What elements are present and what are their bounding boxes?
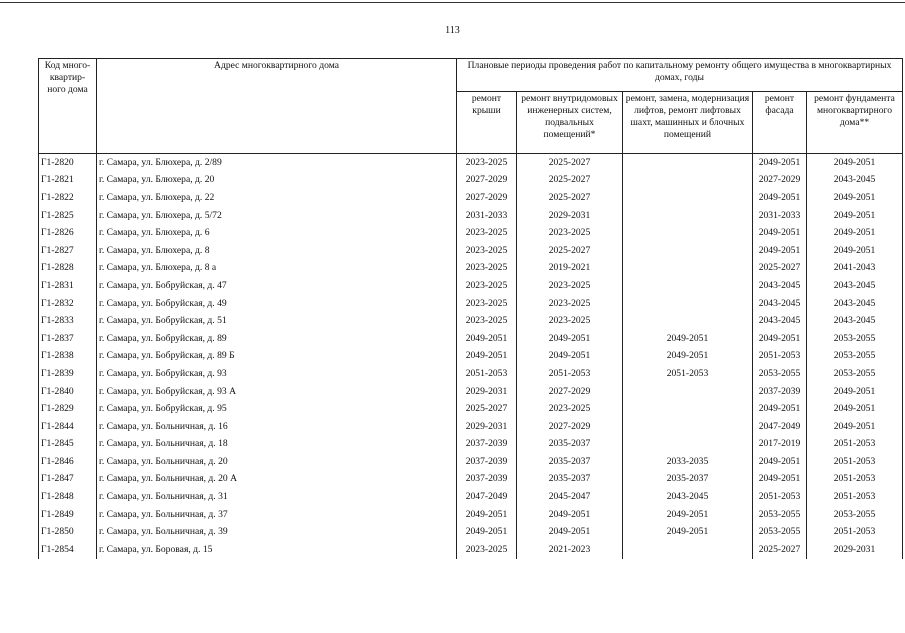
cell-foundation: 2053-2055 bbox=[807, 365, 903, 383]
cell-systems: 2025-2027 bbox=[517, 242, 623, 260]
cell-facade: 2043-2045 bbox=[753, 312, 807, 330]
cell-foundation: 2049-2051 bbox=[807, 207, 903, 225]
cell-code: Г1-2821 bbox=[39, 172, 97, 190]
cell-roof: 2049-2051 bbox=[457, 506, 517, 524]
table-row bbox=[39, 383, 903, 401]
cell-foundation: 2043-2045 bbox=[807, 172, 903, 190]
cell-lifts: 2049-2051 bbox=[623, 348, 753, 366]
cell-facade: 2049-2051 bbox=[753, 189, 807, 207]
cell-code: Г1-2848 bbox=[39, 488, 97, 506]
cell-code: Г1-2847 bbox=[39, 471, 97, 489]
cell-roof: 2025-2027 bbox=[457, 400, 517, 418]
cell-facade: 2053-2055 bbox=[753, 506, 807, 524]
cell-systems: 2051-2053 bbox=[517, 365, 623, 383]
table-row bbox=[39, 295, 903, 313]
cell-foundation: 2049-2051 bbox=[807, 242, 903, 260]
cell-address: г. Самара, ул. Больничная, д. 18 bbox=[97, 436, 457, 454]
cell-foundation: 2049-2051 bbox=[807, 418, 903, 436]
cell-code: Г1-2840 bbox=[39, 383, 97, 401]
cell-address: г. Самара, ул. Бобруйская, д. 89 bbox=[97, 330, 457, 348]
table-row bbox=[39, 506, 903, 524]
cell-roof: 2027-2029 bbox=[457, 172, 517, 190]
cell-code: Г1-2820 bbox=[39, 154, 97, 172]
table-row bbox=[39, 348, 903, 366]
cell-address: г. Самара, ул. Блюхера, д. 8 bbox=[97, 242, 457, 260]
cell-address: г. Самара, ул. Больничная, д. 16 bbox=[97, 418, 457, 436]
cell-code: Г1-2829 bbox=[39, 400, 97, 418]
table-row bbox=[39, 418, 903, 436]
cell-foundation: 2053-2055 bbox=[807, 330, 903, 348]
cell-lifts bbox=[623, 541, 753, 559]
cell-facade: 2053-2055 bbox=[753, 523, 807, 541]
table-row bbox=[39, 471, 903, 489]
header-lifts: ремонт, замена, модернизация лифтов, ремонт лифтовых шахт, машинных и блочных помещений bbox=[623, 91, 753, 153]
cell-systems: 2023-2025 bbox=[517, 224, 623, 242]
cell-roof: 2049-2051 bbox=[457, 348, 517, 366]
cell-foundation: 2043-2045 bbox=[807, 295, 903, 313]
header-periods: Плановые периоды проведения работ по капитальному ремонту общего имущества в многоквартирных домах, годы bbox=[457, 59, 903, 92]
cell-address: г. Самара, ул. Бобруйская, д. 51 bbox=[97, 312, 457, 330]
cell-roof: 2029-2031 bbox=[457, 418, 517, 436]
cell-facade: 2049-2051 bbox=[753, 242, 807, 260]
cell-code: Г1-2844 bbox=[39, 418, 97, 436]
cell-lifts bbox=[623, 436, 753, 454]
cell-code: Г1-2831 bbox=[39, 277, 97, 295]
cell-code: Г1-2825 bbox=[39, 207, 97, 225]
table-row bbox=[39, 523, 903, 541]
cell-facade: 2049-2051 bbox=[753, 330, 807, 348]
cell-code: Г1-2846 bbox=[39, 453, 97, 471]
cell-facade: 2043-2045 bbox=[753, 295, 807, 313]
cell-code: Г1-2839 bbox=[39, 365, 97, 383]
cell-code: Г1-2849 bbox=[39, 506, 97, 524]
cell-address: г. Самара, ул. Бобруйская, д. 49 bbox=[97, 295, 457, 313]
header-facade: ремонт фасада bbox=[753, 91, 807, 153]
cell-facade: 2025-2027 bbox=[753, 260, 807, 278]
capital-repair-table bbox=[38, 58, 903, 559]
cell-systems: 2029-2031 bbox=[517, 207, 623, 225]
cell-address: г. Самара, ул. Блюхера, д. 5/72 bbox=[97, 207, 457, 225]
table-row bbox=[39, 189, 903, 207]
cell-roof: 2023-2025 bbox=[457, 295, 517, 313]
cell-lifts: 2049-2051 bbox=[623, 330, 753, 348]
cell-facade: 2049-2051 bbox=[753, 453, 807, 471]
table-row bbox=[39, 436, 903, 454]
cell-facade: 2049-2051 bbox=[753, 154, 807, 172]
cell-address: г. Самара, ул. Больничная, д. 37 bbox=[97, 506, 457, 524]
cell-code: Г1-2822 bbox=[39, 189, 97, 207]
cell-address: г. Самара, ул. Бобруйская, д. 93 А bbox=[97, 383, 457, 401]
cell-lifts bbox=[623, 277, 753, 295]
cell-address: г. Самара, ул. Бобруйская, д. 47 bbox=[97, 277, 457, 295]
cell-systems: 2049-2051 bbox=[517, 330, 623, 348]
cell-code: Г1-2845 bbox=[39, 436, 97, 454]
cell-roof: 2049-2051 bbox=[457, 330, 517, 348]
cell-systems: 2049-2051 bbox=[517, 348, 623, 366]
cell-facade: 2049-2051 bbox=[753, 400, 807, 418]
cell-lifts bbox=[623, 242, 753, 260]
cell-code: Г1-2826 bbox=[39, 224, 97, 242]
cell-lifts: 2033-2035 bbox=[623, 453, 753, 471]
cell-address: г. Самара, ул. Больничная, д. 20 А bbox=[97, 471, 457, 489]
header-systems: ремонт внутридомовых инженерных систем, подвальных помещений* bbox=[517, 91, 623, 153]
cell-code: Г1-2837 bbox=[39, 330, 97, 348]
cell-facade: 2025-2027 bbox=[753, 541, 807, 559]
table-header bbox=[39, 59, 903, 154]
cell-systems: 2035-2037 bbox=[517, 471, 623, 489]
cell-address: г. Самара, ул. Блюхера, д. 22 bbox=[97, 189, 457, 207]
cell-foundation: 2051-2053 bbox=[807, 453, 903, 471]
cell-systems: 2027-2029 bbox=[517, 383, 623, 401]
cell-roof: 2037-2039 bbox=[457, 471, 517, 489]
table-row bbox=[39, 488, 903, 506]
cell-lifts bbox=[623, 189, 753, 207]
cell-address: г. Самара, ул. Бобруйская, д. 89 Б bbox=[97, 348, 457, 366]
cell-facade: 2027-2029 bbox=[753, 172, 807, 190]
cell-lifts bbox=[623, 295, 753, 313]
cell-foundation: 2051-2053 bbox=[807, 436, 903, 454]
cell-systems: 2027-2029 bbox=[517, 418, 623, 436]
cell-lifts bbox=[623, 207, 753, 225]
cell-roof: 2023-2025 bbox=[457, 154, 517, 172]
cell-systems: 2023-2025 bbox=[517, 277, 623, 295]
header-address: Адрес многоквартирного дома bbox=[97, 59, 457, 154]
cell-facade: 2053-2055 bbox=[753, 365, 807, 383]
table-row bbox=[39, 330, 903, 348]
cell-systems: 2049-2051 bbox=[517, 506, 623, 524]
header-roof: ремонт крыши bbox=[457, 91, 517, 153]
table-row bbox=[39, 277, 903, 295]
cell-systems: 2045-2047 bbox=[517, 488, 623, 506]
cell-facade: 2049-2051 bbox=[753, 224, 807, 242]
cell-roof: 2023-2025 bbox=[457, 224, 517, 242]
table-row bbox=[39, 154, 903, 172]
cell-lifts bbox=[623, 383, 753, 401]
cell-foundation: 2051-2053 bbox=[807, 471, 903, 489]
cell-lifts: 2035-2037 bbox=[623, 471, 753, 489]
cell-systems: 2019-2021 bbox=[517, 260, 623, 278]
cell-systems: 2049-2051 bbox=[517, 523, 623, 541]
header-foundation: ремонт фундамента многоквартирного дома** bbox=[807, 91, 903, 153]
cell-lifts: 2043-2045 bbox=[623, 488, 753, 506]
cell-facade: 2047-2049 bbox=[753, 418, 807, 436]
cell-roof: 2051-2053 bbox=[457, 365, 517, 383]
table-row bbox=[39, 207, 903, 225]
cell-systems: 2023-2025 bbox=[517, 400, 623, 418]
cell-roof: 2049-2051 bbox=[457, 523, 517, 541]
cell-systems: 2035-2037 bbox=[517, 453, 623, 471]
cell-code: Г1-2838 bbox=[39, 348, 97, 366]
cell-lifts bbox=[623, 260, 753, 278]
cell-roof: 2023-2025 bbox=[457, 260, 517, 278]
cell-code: Г1-2832 bbox=[39, 295, 97, 313]
cell-foundation: 2049-2051 bbox=[807, 189, 903, 207]
table-row bbox=[39, 172, 903, 190]
cell-address: г. Самара, ул. Больничная, д. 31 bbox=[97, 488, 457, 506]
table-body bbox=[39, 154, 903, 559]
cell-address: г. Самара, ул. Блюхера, д. 6 bbox=[97, 224, 457, 242]
cell-foundation: 2043-2045 bbox=[807, 277, 903, 295]
cell-roof: 2047-2049 bbox=[457, 488, 517, 506]
table-row bbox=[39, 365, 903, 383]
cell-roof: 2027-2029 bbox=[457, 189, 517, 207]
cell-lifts: 2049-2051 bbox=[623, 523, 753, 541]
cell-address: г. Самара, ул. Бобруйская, д. 93 bbox=[97, 365, 457, 383]
cell-foundation: 2029-2031 bbox=[807, 541, 903, 559]
cell-lifts: 2049-2051 bbox=[623, 506, 753, 524]
table-row bbox=[39, 224, 903, 242]
cell-systems: 2035-2037 bbox=[517, 436, 623, 454]
cell-lifts: 2051-2053 bbox=[623, 365, 753, 383]
cell-code: Г1-2827 bbox=[39, 242, 97, 260]
cell-address: г. Самара, ул. Блюхера, д. 2/89 bbox=[97, 154, 457, 172]
cell-foundation: 2051-2053 bbox=[807, 523, 903, 541]
cell-foundation: 2043-2045 bbox=[807, 312, 903, 330]
cell-foundation: 2049-2051 bbox=[807, 224, 903, 242]
cell-code: Г1-2833 bbox=[39, 312, 97, 330]
cell-facade: 2043-2045 bbox=[753, 277, 807, 295]
table-row bbox=[39, 400, 903, 418]
cell-facade: 2051-2053 bbox=[753, 488, 807, 506]
cell-address: г. Самара, ул. Больничная, д. 20 bbox=[97, 453, 457, 471]
cell-roof: 2023-2025 bbox=[457, 277, 517, 295]
cell-lifts bbox=[623, 172, 753, 190]
cell-code: Г1-2850 bbox=[39, 523, 97, 541]
cell-code: Г1-2828 bbox=[39, 260, 97, 278]
page-number: 113 bbox=[445, 25, 460, 36]
cell-systems: 2025-2027 bbox=[517, 172, 623, 190]
cell-roof: 2023-2025 bbox=[457, 541, 517, 559]
cell-facade: 2051-2053 bbox=[753, 348, 807, 366]
table-row bbox=[39, 242, 903, 260]
cell-foundation: 2053-2055 bbox=[807, 348, 903, 366]
cell-roof: 2023-2025 bbox=[457, 312, 517, 330]
table-row bbox=[39, 260, 903, 278]
cell-systems: 2025-2027 bbox=[517, 154, 623, 172]
cell-address: г. Самара, ул. Бобруйская, д. 95 bbox=[97, 400, 457, 418]
cell-systems: 2023-2025 bbox=[517, 312, 623, 330]
table-row bbox=[39, 453, 903, 471]
cell-facade: 2049-2051 bbox=[753, 471, 807, 489]
cell-lifts bbox=[623, 418, 753, 436]
cell-address: г. Самара, ул. Больничная, д. 39 bbox=[97, 523, 457, 541]
cell-foundation: 2041-2043 bbox=[807, 260, 903, 278]
cell-code: Г1-2854 bbox=[39, 541, 97, 559]
cell-address: г. Самара, ул. Блюхера, д. 20 bbox=[97, 172, 457, 190]
cell-systems: 2021-2023 bbox=[517, 541, 623, 559]
cell-address: г. Самара, ул. Боровая, д. 15 bbox=[97, 541, 457, 559]
cell-systems: 2025-2027 bbox=[517, 189, 623, 207]
cell-roof: 2031-2033 bbox=[457, 207, 517, 225]
table-row bbox=[39, 541, 903, 559]
cell-foundation: 2053-2055 bbox=[807, 506, 903, 524]
cell-roof: 2023-2025 bbox=[457, 242, 517, 260]
cell-lifts bbox=[623, 154, 753, 172]
cell-lifts bbox=[623, 400, 753, 418]
cell-facade: 2037-2039 bbox=[753, 383, 807, 401]
cell-foundation: 2049-2051 bbox=[807, 383, 903, 401]
cell-lifts bbox=[623, 312, 753, 330]
cell-address: г. Самара, ул. Блюхера, д. 8 а bbox=[97, 260, 457, 278]
top-rule bbox=[0, 2, 905, 3]
cell-facade: 2031-2033 bbox=[753, 207, 807, 225]
cell-facade: 2017-2019 bbox=[753, 436, 807, 454]
cell-foundation: 2051-2053 bbox=[807, 488, 903, 506]
header-code: Код много-квартир-ного дома bbox=[39, 59, 97, 154]
table-row bbox=[39, 312, 903, 330]
cell-roof: 2037-2039 bbox=[457, 436, 517, 454]
cell-systems: 2023-2025 bbox=[517, 295, 623, 313]
cell-lifts bbox=[623, 224, 753, 242]
cell-foundation: 2049-2051 bbox=[807, 400, 903, 418]
cell-foundation: 2049-2051 bbox=[807, 154, 903, 172]
cell-roof: 2029-2031 bbox=[457, 383, 517, 401]
cell-roof: 2037-2039 bbox=[457, 453, 517, 471]
